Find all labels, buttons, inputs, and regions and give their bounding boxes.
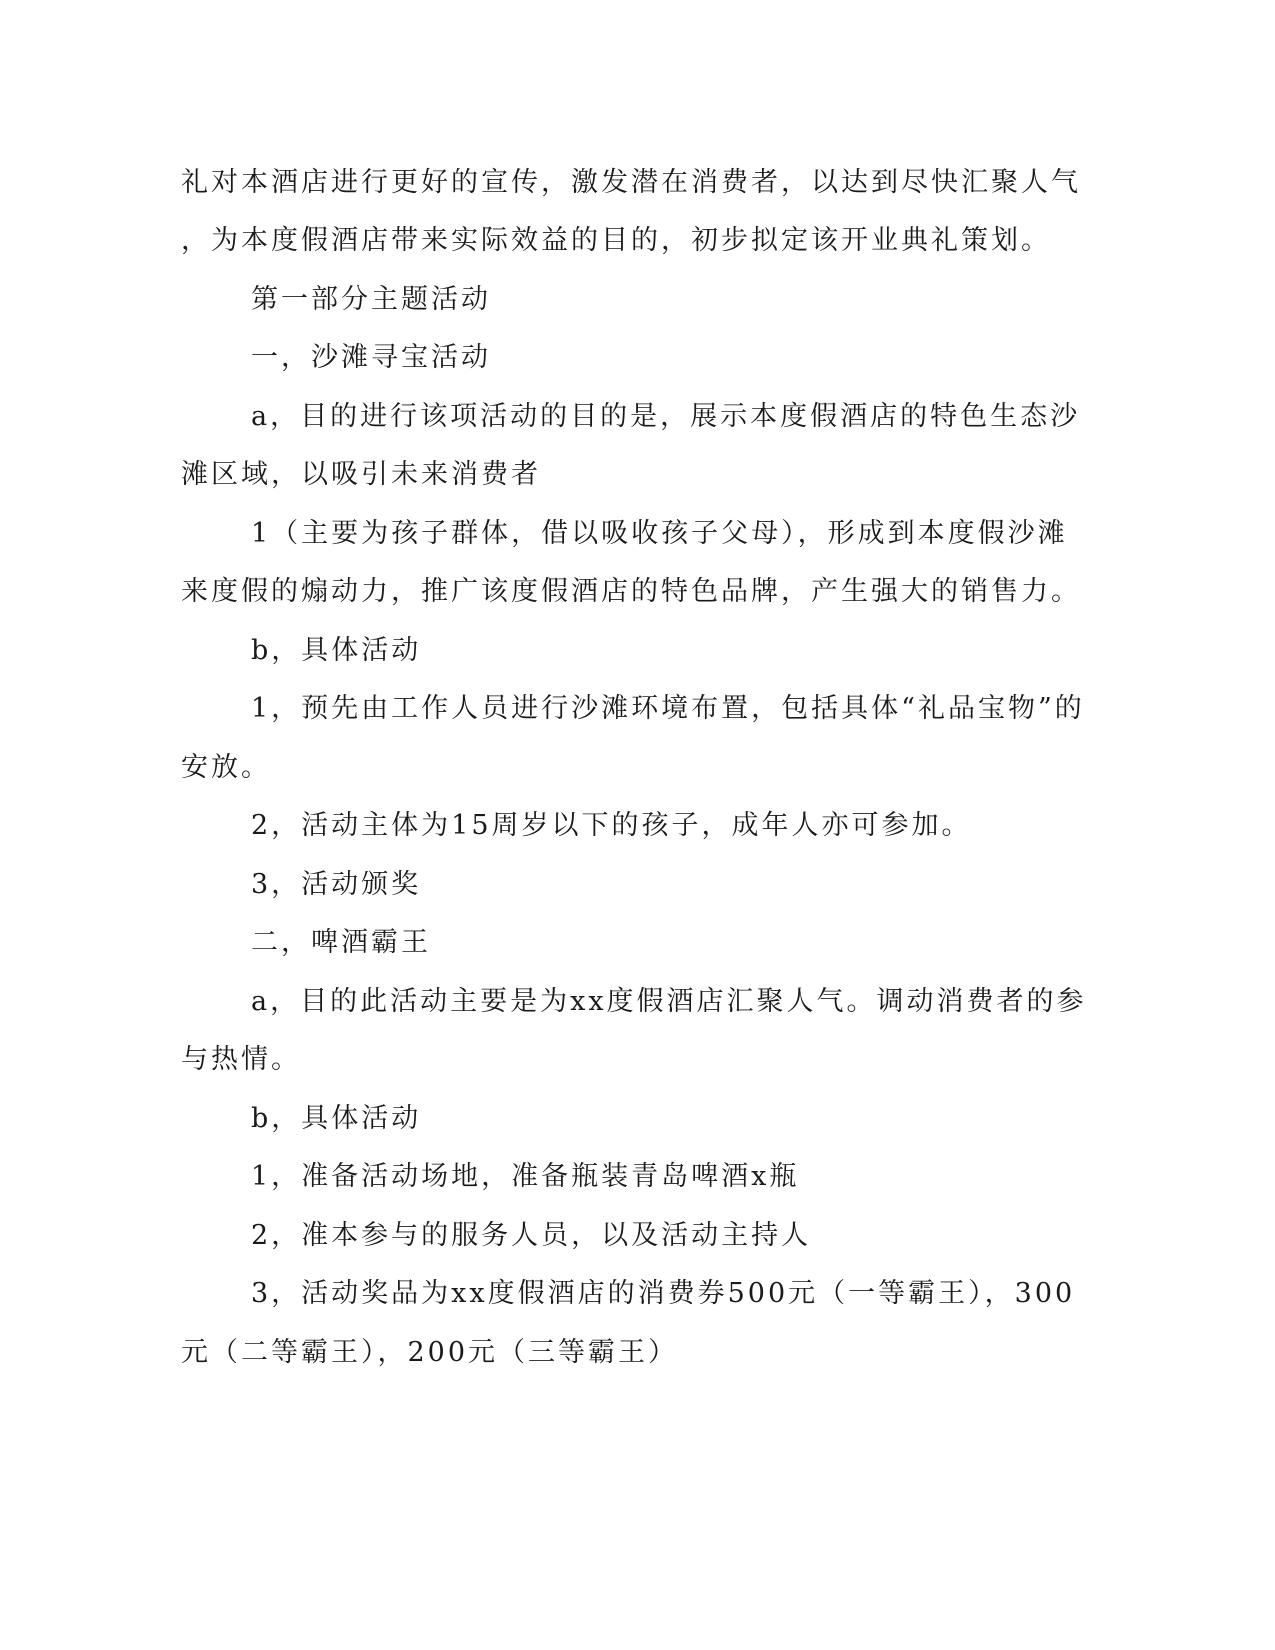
subsection-heading: 一，沙滩寻宝活动 [251, 342, 491, 373]
section-heading: 第一部分主题活动 [251, 284, 491, 315]
paragraph-line: ，为本度假酒店带来实际效益的目的，初步拟定该开业典礼策划。 [181, 225, 1051, 256]
list-item: 3，活动奖品为xx度假酒店的消费券500元（一等霸王），300 [251, 1278, 1076, 1309]
paragraph-line: 礼对本酒店进行更好的宣传，激发潜在消费者，以达到尽快汇聚人气 [181, 167, 1081, 198]
subsection-heading: 二，啤酒霸王 [251, 927, 431, 958]
list-item: 2，准本参与的服务人员，以及活动主持人 [251, 1220, 812, 1251]
list-item: 1，准备活动场地，准备瓶装青岛啤酒x瓶 [251, 1161, 800, 1192]
list-item: 3，活动颁奖 [251, 869, 422, 900]
list-heading: b，具体活动 [251, 1103, 422, 1134]
paragraph-line: 来度假的煽动力，推广该度假酒店的特色品牌，产生强大的销售力。 [181, 576, 1081, 607]
paragraph-line: 与热情。 [181, 1044, 301, 1075]
paragraph-line: a，目的进行该项活动的目的是，展示本度假酒店的特色生态沙 [251, 401, 1081, 432]
paragraph-line: a，目的此活动主要是为xx度假酒店汇聚人气。调动消费者的参 [251, 986, 1087, 1017]
list-item: 1，预先由工作人员进行沙滩环境布置，包括具体“礼品宝物”的 [251, 693, 1085, 724]
list-item-continuation: 元（二等霸王），200元（三等霸王） [181, 1337, 679, 1368]
paragraph-line: 1（主要为孩子群体，借以吸收孩子父母），形成到本度假沙滩 [251, 518, 1068, 549]
list-item-continuation: 安放。 [181, 752, 271, 783]
list-item: 2，活动主体为15周岁以下的孩子，成年人亦可参加。 [251, 810, 972, 841]
paragraph-line: 滩区域，以吸引未来消费者 [181, 459, 541, 490]
list-heading: b，具体活动 [251, 635, 422, 666]
